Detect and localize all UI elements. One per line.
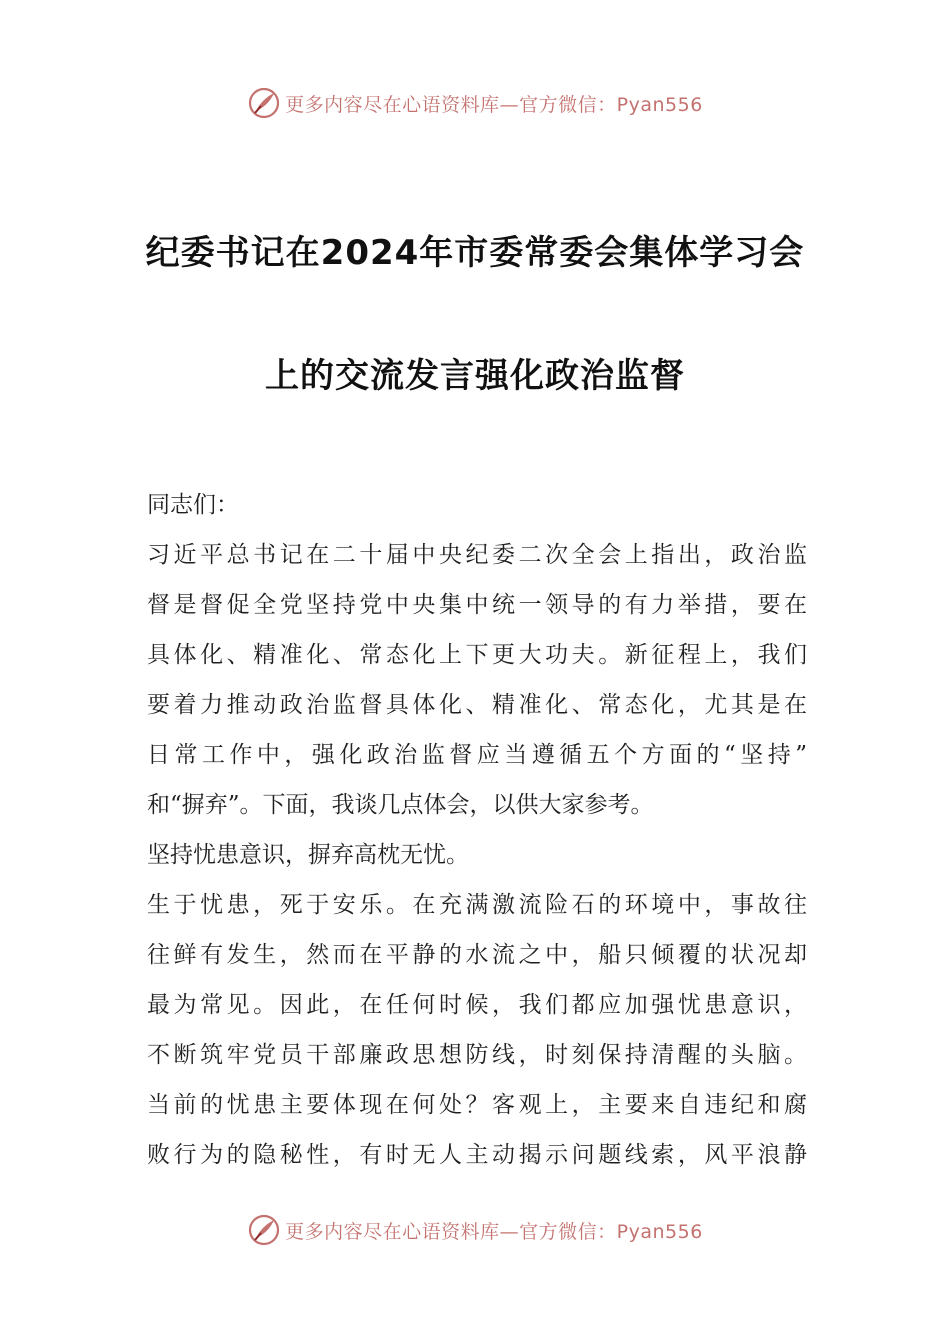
- body-line: 败行为的隐秘性，有时无人主动揭示问题线索，风平浪静: [147, 1142, 807, 1168]
- watermark-text: [285, 90, 703, 117]
- body-line: 当前的忧患主要体现在何处？客观上，主要来自违纪和腐: [147, 1092, 807, 1118]
- watermark-text-cn: 更多内容尽在心语资料库—官方微信：: [285, 1220, 617, 1243]
- body-line: 不断筑牢党员干部廉政思想防线，时刻保持清醒的头脑。: [147, 1042, 807, 1068]
- watermark-text: [285, 1217, 703, 1244]
- quill-logo-icon: [247, 86, 281, 120]
- body-line: 要着力推动政治监督具体化、精准化、常态化，尤其是在: [147, 692, 807, 718]
- body-line: 同志们：: [147, 492, 239, 518]
- watermark-banner-top: [0, 83, 950, 123]
- body-line: 生于忧患，死于安乐。在充满激流险石的环境中，事故往: [147, 892, 807, 918]
- document-body: [147, 480, 807, 1180]
- document-title-line-2: 上的交流发言强化政治监督: [265, 356, 685, 396]
- body-line: 坚持忧患意识，摒弃高枕无忧。: [147, 842, 469, 868]
- quill-logo-icon: [247, 1213, 281, 1247]
- body-line: 日常工作中，强化政治监督应当遵循五个方面的“坚持”: [147, 742, 807, 768]
- body-line: 和“摒弃”。下面，我谈几点体会，以供大家参考。: [147, 792, 654, 818]
- watermark-banner-bottom: [0, 1210, 950, 1250]
- watermark-wechat-id: Pyan556: [616, 93, 703, 116]
- body-line: 督是督促全党坚持党中央集中统一领导的有力举措，要在: [147, 592, 807, 618]
- watermark-text-cn: 更多内容尽在心语资料库—官方微信：: [285, 93, 617, 116]
- body-line: 习近平总书记在二十届中央纪委二次全会上指出，政治监: [147, 542, 807, 568]
- body-line: 往鲜有发生，然而在平静的水流之中，船只倾覆的状况却: [147, 942, 807, 968]
- body-line: 具体化、精准化、常态化上下更大功夫。新征程上，我们: [147, 642, 807, 668]
- document-title-line-1: 纪委书记在2024年市委常委会集体学习会: [145, 233, 805, 273]
- body-line: 最为常见。因此，在任何时候，我们都应加强忧患意识，: [147, 992, 807, 1018]
- watermark-wechat-id: Pyan556: [616, 1220, 703, 1243]
